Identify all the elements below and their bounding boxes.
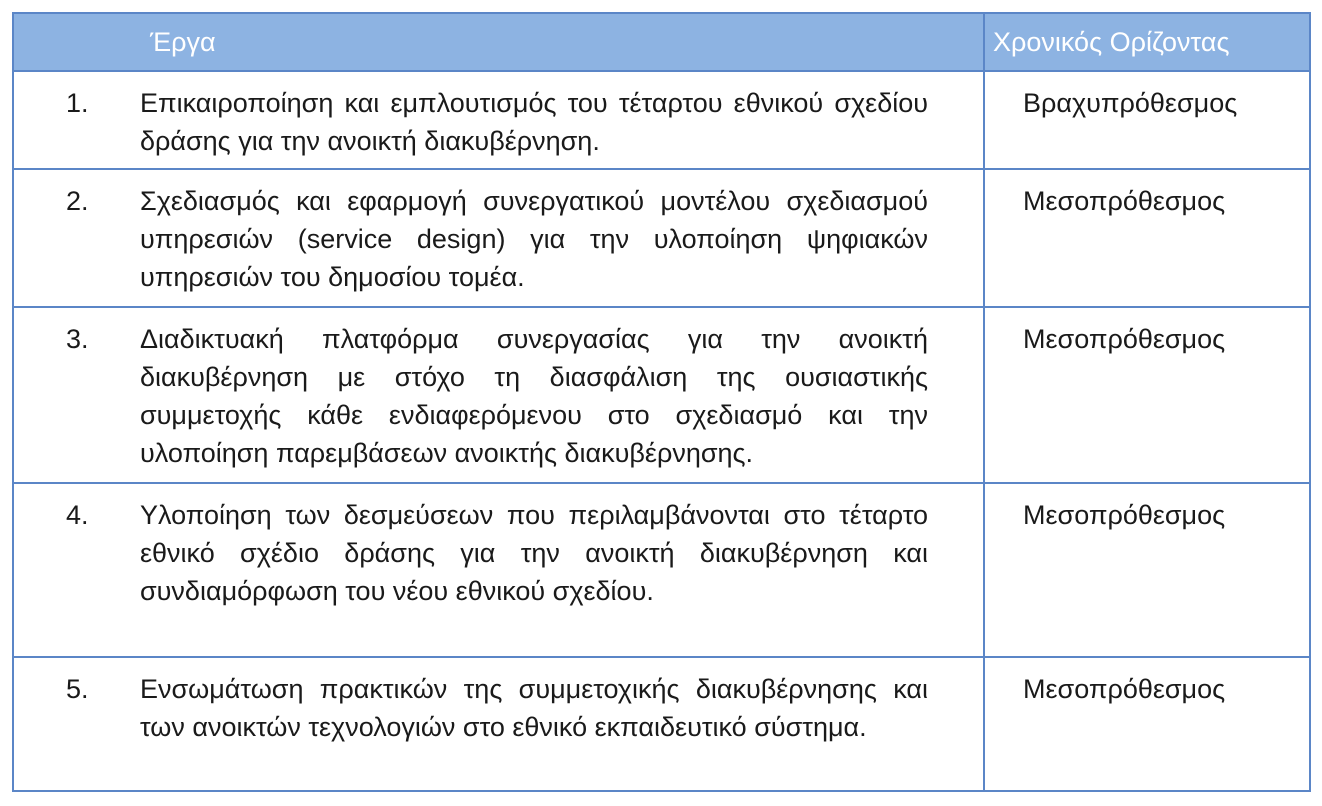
row-number: 4. <box>66 500 89 530</box>
project-description: Υλοποίηση των δεσμεύσεων που περιλαμβάνονται στο τέταρτο εθνικό σχέδιο δράσης για την ανοικτή διακυβέρνηση και συνδιαμόρφωση του νέου εθνικού σχεδίου. <box>140 500 928 606</box>
time-horizon: Βραχυπρόθεσμος <box>984 71 1310 169</box>
table-row <box>13 657 1310 791</box>
project-description: Σχεδιασμός και εφαρμογή συνεργατικού μοντέλου σχεδιασμού υπηρεσιών (service design) για την υλοποίηση ψηφιακών υπηρεσιών του δημοσίου τομέα. <box>140 186 928 292</box>
project-description: Διαδικτυακή πλατφόρμα συνεργασίας για την ανοικτή διακυβέρνηση με στόχο τη διασφάλιση της ουσιαστικής συμμετοχής κάθε ενδιαφερόμενου στο σχεδιασμό και την υλοποίηση παρεμβάσεων ανοικτής διακυβέρνησης. <box>140 324 928 468</box>
header-projects: Έργα <box>13 13 984 71</box>
header-time-horizon: Χρονικός Ορίζοντας <box>984 13 1310 71</box>
table-header-row <box>13 13 1310 71</box>
project-cell <box>13 169 984 307</box>
time-horizon: Μεσοπρόθεσμος <box>984 483 1310 657</box>
project-cell <box>13 657 984 791</box>
project-cell <box>13 307 984 483</box>
time-horizon: Μεσοπρόθεσμος <box>984 169 1310 307</box>
row-number: 5. <box>66 674 89 704</box>
table-row <box>13 307 1310 483</box>
project-description: Επικαιροποίηση και εμπλουτισμός του τέταρτου εθνικού σχεδίου δράσης για την ανοικτή διακυβέρνηση. <box>140 88 928 156</box>
project-cell <box>13 483 984 657</box>
table-row <box>13 169 1310 307</box>
project-cell <box>13 71 984 169</box>
row-number: 3. <box>66 324 89 354</box>
row-number: 1. <box>66 88 89 118</box>
table-row <box>13 483 1310 657</box>
projects-table <box>12 12 1311 792</box>
time-horizon: Μεσοπρόθεσμος <box>984 307 1310 483</box>
row-number: 2. <box>66 186 89 216</box>
time-horizon: Μεσοπρόθεσμος <box>984 657 1310 791</box>
table-row <box>13 71 1310 169</box>
project-description: Ενσωμάτωση πρακτικών της συμμετοχικής διακυβέρνησης και των ανοικτών τεχνολογιών στο εθνικό εκπαιδευτικό σύστημα. <box>140 674 928 742</box>
